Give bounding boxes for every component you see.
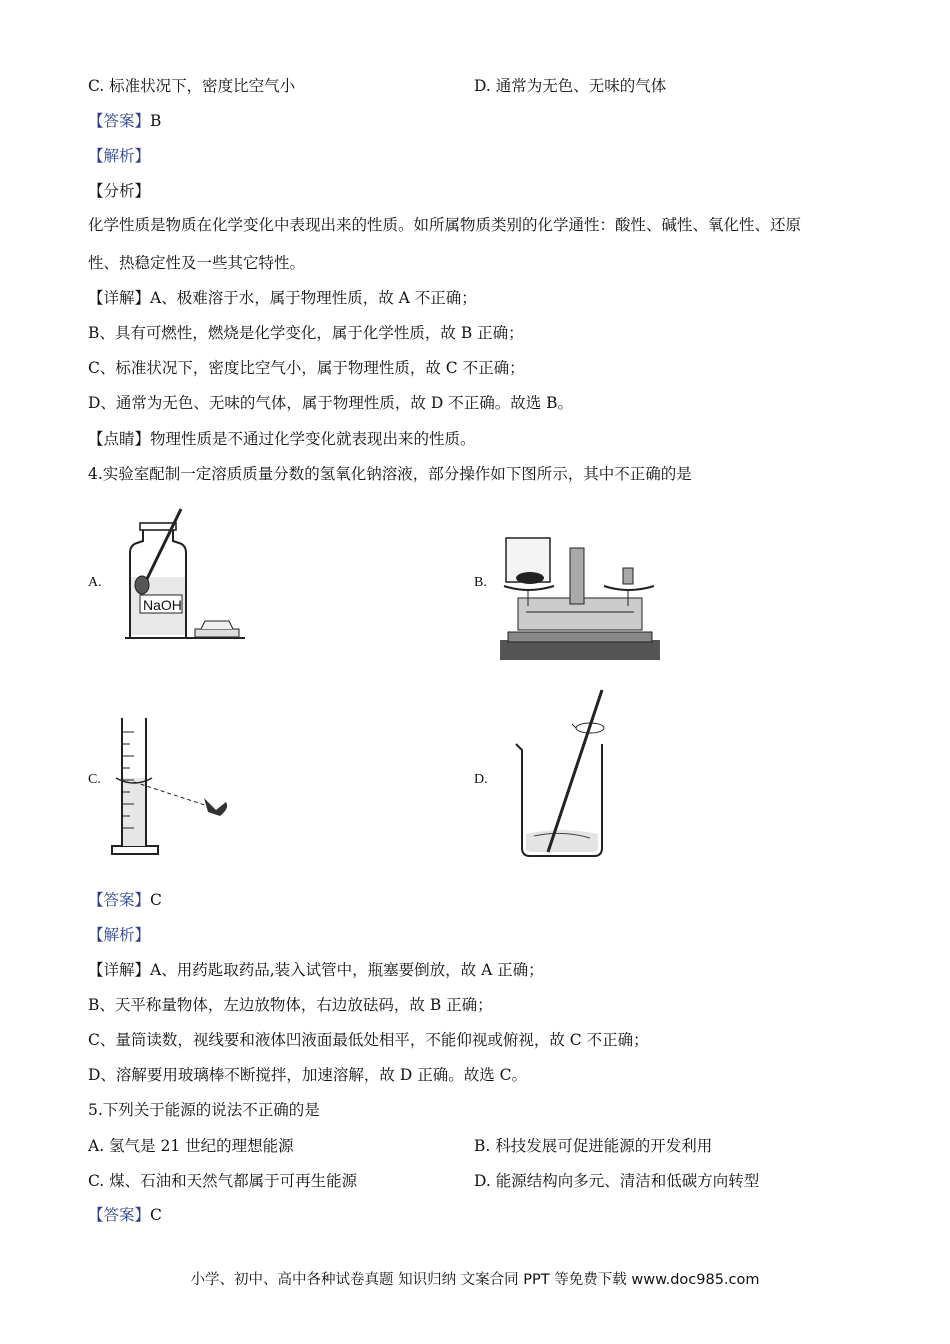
q3-detail-b: B、具有可燃性，燃烧是化学变化，属于化学性质，故 B 正确；	[88, 324, 524, 342]
q3-analysis-line-2: 性、热稳定性及一些其它特性。	[88, 254, 306, 272]
q4-detail-d: D、溶解要用玻璃棒不断搅拌，加速溶解，故 D 正确。故选 C。	[88, 1066, 527, 1084]
q4-answer: 【答案】C	[88, 891, 162, 909]
q4-detail-c: C、量筒读数，视线要和液体凹液面最低处相平，不能仰视或俯视，故 C 不正确；	[88, 1031, 649, 1049]
q5-option-c: C. 煤、石油和天然气都属于可再生能源	[88, 1172, 358, 1190]
q4-label-c: C.	[88, 772, 101, 787]
dianjing-tag: 【点睛】	[88, 430, 151, 448]
answer-tag: 【答案】	[88, 112, 151, 130]
naoh-bottle-figure	[125, 505, 250, 645]
detail-tag: 【详解】	[88, 289, 151, 307]
q4-detail-b: B、天平称量物体，左边放物体，右边放砝码，故 B 正确；	[88, 996, 493, 1014]
naoh-label: NaOH	[143, 597, 182, 613]
q4-stem: 4.实验室配制一定溶质质量分数的氢氧化钠溶液，部分操作如下图所示，其中不正确的是	[88, 465, 692, 483]
q4-label-a: A.	[88, 575, 102, 590]
q3-answer	[88, 110, 161, 132]
q5-answer: 【答案】C	[88, 1206, 162, 1224]
q3-dianjing: 【点睛】物理性质是不通过化学变化就表现出来的性质。	[88, 430, 476, 448]
q3-detail-d: D、通常为无色、无味的气体，属于物理性质，故 D 不正确。故选 B。	[88, 394, 574, 412]
balance-scale-figure	[498, 528, 663, 663]
q3-detail-a: 【详解】A、极难溶于水，属于物理性质，故 A 不正确；	[88, 289, 477, 307]
q3-option-c: C. 标准状况下，密度比空气小	[88, 77, 296, 95]
q3-detail-c: C、标准状况下，密度比空气小，属于物理性质，故 C 不正确；	[88, 359, 525, 377]
q3-fenxi-tag: 【分析】	[88, 182, 151, 200]
q3-jiexi-tag: 【解析】	[88, 147, 151, 165]
q4-jiexi-tag: 【解析】	[88, 926, 151, 944]
q5-option-a: A. 氢气是 21 世纪的理想能源	[88, 1137, 294, 1155]
q5-option-d: D. 能源结构向多元、清洁和低碳方向转型	[474, 1172, 760, 1190]
cylinder-reading-figure	[108, 712, 238, 860]
answer-value: B	[150, 112, 162, 130]
page-footer: 小学、初中、高中各种试卷真题 知识归纳 文案合同 PPT 等免费下载 www.doc985.com	[190, 1272, 760, 1288]
q3-analysis-line-1: 化学性质是物质在化学变化中表现出来的性质。如所属物质类别的化学通性：酸性、碱性、氧化性、还原	[88, 216, 802, 234]
q4-label-d: D.	[474, 772, 488, 787]
q5-option-b: B. 科技发展可促进能源的开发利用	[474, 1137, 713, 1155]
beaker-stirring-figure	[512, 688, 622, 860]
q4-label-b: B.	[474, 575, 487, 590]
q3-option-d: D. 通常为无色、无味的气体	[474, 77, 667, 95]
q5-stem: 5.下列关于能源的说法不正确的是	[88, 1101, 320, 1119]
q4-detail-a: 【详解】A、用药匙取药品,装入试管中，瓶塞要倒放，故 A 正确；	[88, 961, 544, 979]
